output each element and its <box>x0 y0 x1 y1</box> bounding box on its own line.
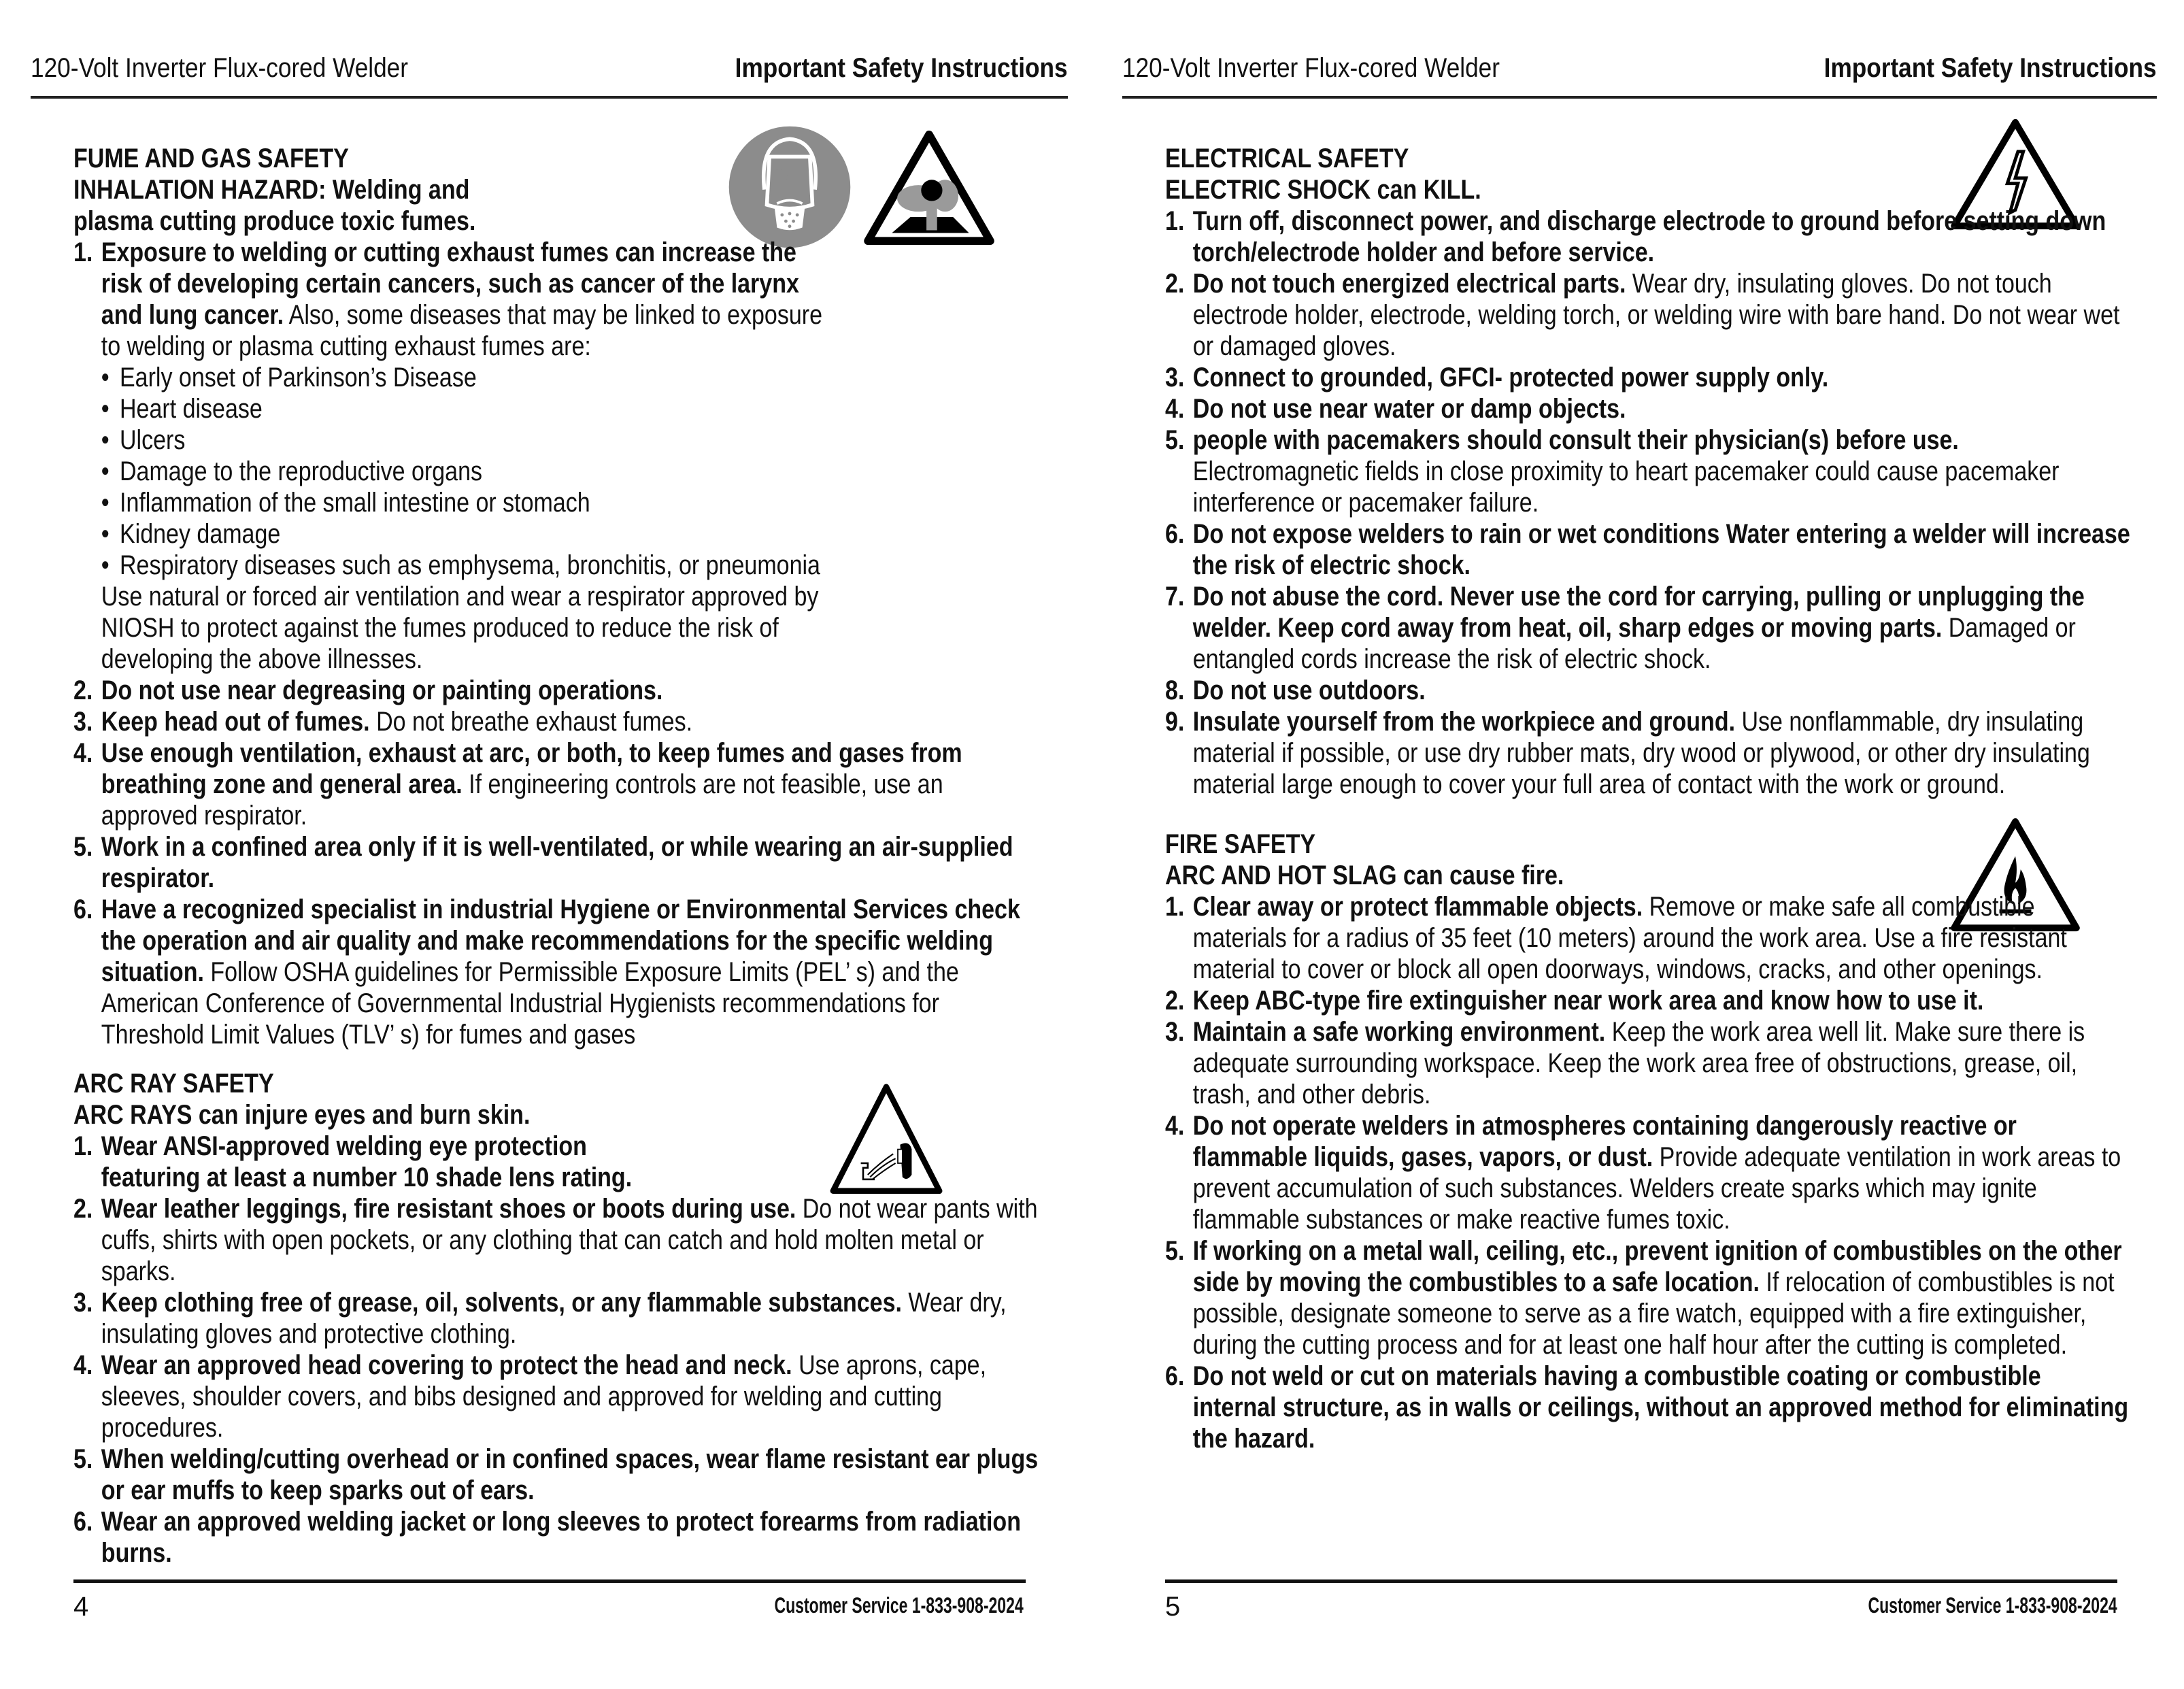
list-item <box>1165 891 2130 985</box>
item-text: Do not breathe exhaust fumes. <box>369 707 693 737</box>
item-number: 5. <box>1165 425 1185 455</box>
list-item <box>1165 675 2130 706</box>
item-bold-text: Clear away or protect flammable objects. <box>1192 892 1643 922</box>
item-bold-text: Turn off, disconnect power, and discharge electrode to ground before setting down torch/electrode holder and before service. <box>1192 206 2106 267</box>
item-bold-text: Wear an approved welding jacket or long sleeves to protect forearms from radiation burns. <box>101 1507 1021 1568</box>
item-text: If relocation of combustibles is not possible, designate someone to serve as a fire watch, equipped with a fire extinguisher, during the cutting process and for at least one half hour after the cutting is completed. <box>1192 1267 2115 1360</box>
item-bold-text: If working on a metal wall, ceiling, etc., prevent ignition of combustibles on the other side by moving the combustibles to a safe location. <box>1192 1236 2122 1297</box>
list-item <box>1165 1110 2130 1235</box>
customer-service-phone: Customer Service 1-833-908-2024 <box>1868 1593 2117 1618</box>
bullet-item: • Kidney damage <box>101 518 830 550</box>
list-item <box>1165 1360 2130 1454</box>
list-item <box>1165 985 2130 1016</box>
section-title: FIRE SAFETY <box>1165 829 1316 859</box>
list-item <box>73 675 1039 706</box>
section-subtitle: ARC RAYS can injure eyes and burn skin. <box>73 1100 531 1130</box>
item-text: Electromagnetic fields in close proximity to heart pacemaker could cause pacemaker interference or pacemaker failure. <box>1192 456 2060 518</box>
list-item <box>1165 1016 2130 1110</box>
header-section-title: Important Safety Instructions <box>735 53 1068 83</box>
bullet-item: • Respiratory diseases such as emphysema, bronchitis, or pneumonia <box>101 550 830 581</box>
item-number: 6. <box>1165 519 1185 549</box>
list-item <box>73 1287 1039 1350</box>
item-number: 2. <box>1165 269 1185 299</box>
item-bold-text: Do not touch energized electrical parts. <box>1192 269 1626 299</box>
item-bold-text: Keep head out of fumes. <box>101 707 370 737</box>
header-section-title: Important Safety Instructions <box>1824 53 2157 83</box>
page-number: 5 <box>1165 1592 1181 1622</box>
item-number: 5. <box>1165 1236 1185 1266</box>
list-item <box>73 831 1039 894</box>
item-bold-text: Use enough ventilation, exhaust at arc, or both, to keep fumes and gases from breathing zone and general area. <box>101 738 962 799</box>
item-bold-text: Wear leather leggings, fire resistant shoes or boots during use. <box>101 1194 796 1224</box>
item-text: Use aprons, cape, sleeves, shoulder covers, and bibs designed and approved for welding and cutting procedures. <box>101 1350 987 1443</box>
item-number: 6. <box>73 1507 93 1537</box>
item-bold-text: Have a recognized specialist in industrial Hygiene or Environmental Services check the operation and air quality and make recommendations for the specific welding situation. <box>101 894 1020 987</box>
item-bold-text: Do not weld or cut on materials having a combustible coating or combustible internal structure, as in walls or ceilings, without an approved method for eliminating the hazard. <box>1192 1361 2129 1454</box>
list-item <box>1165 268 2130 362</box>
section-subtitle: ELECTRIC SHOCK can KILL. <box>1165 175 1481 205</box>
footer-divider <box>73 1579 1026 1583</box>
list-item <box>73 1350 1039 1443</box>
list-item <box>73 706 1039 737</box>
item-text: Do not wear pants with cuffs, shirts with open pockets, or any clothing that can catch and hold molten metal or sparks. <box>101 1194 1038 1286</box>
section-subtitle: INHALATION HAZARD: Welding and plasma cutting produce toxic fumes. <box>73 175 476 236</box>
section-subtitle: ARC AND HOT SLAG can cause fire. <box>1165 860 1564 890</box>
item-number: 9. <box>1165 707 1185 737</box>
item-number: 1. <box>73 1131 93 1161</box>
item-number: 6. <box>1165 1361 1185 1391</box>
header-divider <box>1122 96 2157 99</box>
bullet-item: • Damage to the reproductive organs <box>101 456 830 487</box>
header-product-title: 120-Volt Inverter Flux-cored Welder <box>31 53 408 83</box>
item-bold-text: Wear ANSI-approved welding eye protection featuring at least a number 10 shade lens rating. <box>101 1131 633 1192</box>
list-item <box>73 1131 685 1193</box>
item-bold-text: Do not use near water or damp objects. <box>1192 394 1626 424</box>
item-text: Provide adequate ventilation in work areas to prevent accumulation of such substances. Welders create sparks which may ignite flammable substances or make reactive fumes toxic. <box>1192 1142 2121 1235</box>
item-number: 1. <box>73 237 93 267</box>
page-4-body <box>73 143 1039 1569</box>
item-text: Use nonflammable, dry insulating material if possible, or use dry rubber mats, dry wood or plywood, or other dry insulating material large enough to cover your full area of contact with the work or ground. <box>1192 707 2090 799</box>
item-bold-text: Exposure to welding or cutting exhaust fumes can increase the risk of developing certain cancers, such as cancer of the larynx and lung cancer. <box>101 237 799 330</box>
customer-service-phone: Customer Service 1-833-908-2024 <box>774 1593 1024 1618</box>
item-text: Also, some diseases that may be linked to exposure to welding or plasma cutting exhaust fumes are: <box>101 300 822 361</box>
item-after-text: Use natural or forced air ventilation and wear a respirator approved by NIOSH to protect against the fumes produced to reduce the risk of developing the above illnesses. <box>101 582 819 674</box>
item-number: 2. <box>73 1194 93 1224</box>
item-number: 3. <box>73 707 93 737</box>
item-number: 3. <box>1165 1017 1185 1047</box>
item-number: 5. <box>73 832 93 862</box>
bullet-item: • Early onset of Parkinson’s Disease <box>101 362 830 393</box>
bullet-item: • Heart disease <box>101 393 830 424</box>
item-bold-text: When welding/cutting overhead or in confined spaces, wear flame resistant ear plugs or ear muffs to keep sparks out of ears. <box>101 1444 1039 1505</box>
fire-safety-section <box>1165 829 2130 1454</box>
list-item <box>1165 205 2130 268</box>
header-divider <box>31 96 1068 99</box>
item-bold-text: Keep clothing free of grease, oil, solvents, or any flammable substances. <box>101 1288 902 1318</box>
page-number: 4 <box>73 1592 89 1622</box>
list-item <box>73 1193 1039 1287</box>
item-bold-text: Insulate yourself from the workpiece and ground. <box>1192 707 1736 737</box>
item-number: 4. <box>73 1350 93 1380</box>
item-bold-text: Do not abuse the cord. Never use the cord for carrying, pulling or unplugging the welder. Keep cord away from heat, oil, sharp edges or moving parts. <box>1192 582 2085 643</box>
bullet-item: • Ulcers <box>101 424 830 456</box>
item-number: 2. <box>1165 986 1185 1016</box>
list-item <box>1165 424 2130 518</box>
bullet-item: • Inflammation of the small intestine or stomach <box>101 487 830 518</box>
item-number: 3. <box>73 1288 93 1318</box>
item-number: 4. <box>1165 1111 1185 1141</box>
item-bold-text: Do not use near degreasing or painting operations. <box>101 675 663 705</box>
item-bold-text: Do not use outdoors. <box>1192 675 1426 705</box>
item-bold-text: Connect to grounded, GFCI- protected power supply only. <box>1192 363 1829 392</box>
item-number: 4. <box>73 738 93 768</box>
list-item <box>1165 706 2130 800</box>
list-item <box>1165 581 2130 675</box>
item-number: 6. <box>73 894 93 924</box>
list-item <box>1165 1235 2130 1360</box>
item-bold-text: Work in a confined area only if it is well-ventilated, or while wearing an air-supplied respirator. <box>101 832 1013 893</box>
list-item <box>73 737 1039 831</box>
item-bold-text: people with pacemakers should consult their physician(s) before use. <box>1192 425 1959 455</box>
footer-divider <box>1165 1579 2117 1583</box>
item-bold-text: Do not expose welders to rain or wet conditions Water entering a welder will increase the risk of electric shock. <box>1192 519 2130 580</box>
item-number: 5. <box>73 1444 93 1474</box>
list-item <box>1165 362 2130 393</box>
item-number: 8. <box>1165 675 1185 705</box>
list-item <box>73 1506 1039 1569</box>
section-title: FUME AND GAS SAFETY <box>73 144 349 173</box>
item-number: 2. <box>73 675 93 705</box>
item-number: 4. <box>1165 394 1185 424</box>
item-text: Remove or make safe all combustible materials for a radius of 35 feet (10 meters) around the work area. Use a fire resistant material to cover or block all open doorways, windows, cracks, and other openings. <box>1192 892 2067 984</box>
item-text: Damaged or entangled cords increase the risk of electric shock. <box>1192 613 2076 674</box>
item-number: 3. <box>1165 363 1185 392</box>
header-product-title: 120-Volt Inverter Flux-cored Welder <box>1122 53 1500 83</box>
item-number: 1. <box>1165 206 1185 236</box>
item-number: 7. <box>1165 582 1185 612</box>
item-text: Wear dry, insulating gloves and protective clothing. <box>101 1288 1007 1349</box>
list-item <box>1165 393 2130 424</box>
item-bold-text: Do not operate welders in atmospheres containing dangerously reactive or flammable liquids, gases, vapors, or dust. <box>1192 1111 2017 1172</box>
item-bold-text: Maintain a safe working environment. <box>1192 1017 1606 1047</box>
item-bold-text: Wear an approved head covering to protect the head and neck. <box>101 1350 792 1380</box>
list-item <box>73 894 1039 1050</box>
disease-list <box>101 362 830 581</box>
electrical-safety-section <box>1165 143 2130 800</box>
item-bold-text: Keep ABC-type fire extinguisher near work area and know how to use it. <box>1192 986 1984 1016</box>
list-item <box>73 1443 1039 1506</box>
section-title: ARC RAY SAFETY <box>73 1069 274 1099</box>
page-5-body <box>1165 143 2131 1454</box>
fume-gas-safety-section <box>73 143 1039 1050</box>
section-title: ELECTRICAL SAFETY <box>1165 144 1409 173</box>
item-text: Wear dry, insulating gloves. Do not touch electrode holder, electrode, welding torch, or welding wire with bare hand. Do not wear wet or damaged gloves. <box>1192 269 2120 361</box>
item-text: If engineering controls are not feasible, use an approved respirator. <box>101 769 943 831</box>
arc-ray-warning-icon <box>828 1082 944 1199</box>
page-5 <box>1092 0 2184 1689</box>
list-item <box>1165 518 2130 581</box>
item-text: Keep the work area well lit. Make sure there is adequate surrounding workspace. Keep the work area free of obstructions, grease, oil, trash, and other debris. <box>1192 1017 2085 1109</box>
item-text: Follow OSHA guidelines for Permissible Exposure Limits (PEL’ s) and the American Conference of Governmental Industrial Hygienists recommendations for Threshold Limit Values (TLV’ s) for fumes and gases <box>101 957 959 1050</box>
list-item <box>73 237 830 675</box>
item-number: 1. <box>1165 892 1185 922</box>
